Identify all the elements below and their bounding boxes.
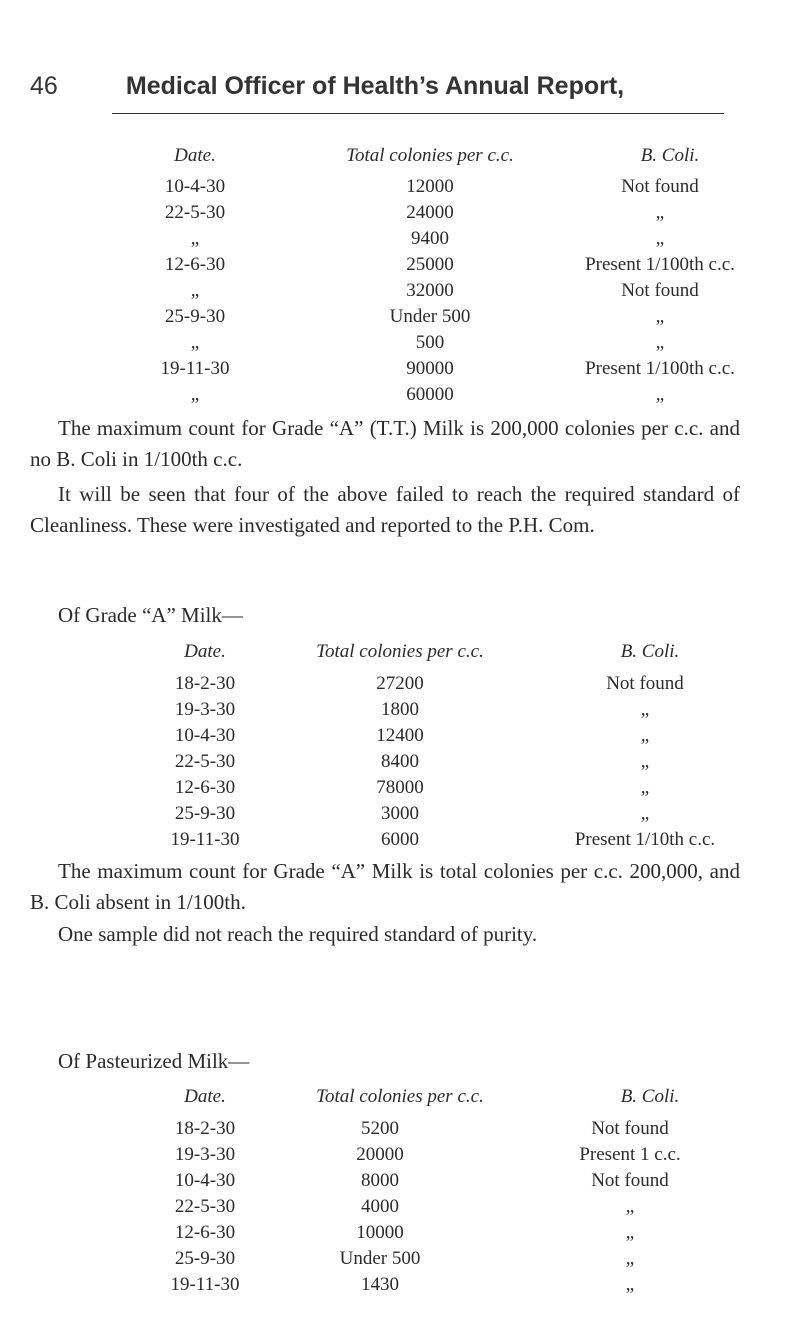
header-rule [112, 113, 724, 114]
cell-bcoli: Present 1/100th c.c. [585, 358, 735, 379]
cell-bcoli: „ [625, 1222, 635, 1243]
cell-date: 19-11-30 [170, 829, 240, 850]
cell-bcoli: „ [655, 332, 665, 353]
cell-bcoli: „ [625, 1248, 635, 1269]
cell-colonies: 4000 [361, 1196, 399, 1217]
cell-bcoli: Not found [621, 280, 699, 301]
cell-colonies: 500 [415, 332, 445, 353]
cell-date: 12-6-30 [164, 254, 226, 275]
cell-date: 10-4-30 [164, 176, 226, 197]
col-header-date: Date. [174, 145, 216, 166]
cell-bcoli: Not found [591, 1118, 669, 1139]
cell-bcoli: Not found [591, 1170, 669, 1191]
paragraph-tt-standard [30, 413, 740, 475]
cell-date: 12-6-30 [174, 1222, 236, 1243]
cell-date: 22-5-30 [174, 751, 236, 772]
cell-colonies: 60000 [406, 384, 454, 405]
col-header-bcoli: B. Coli. [620, 1086, 680, 1107]
paragraph-cleanliness [30, 479, 740, 541]
cell-colonies: 3000 [381, 803, 419, 824]
cell-colonies: 8400 [381, 751, 419, 772]
cell-date: 18-2-30 [174, 673, 236, 694]
cell-colonies: 12000 [406, 176, 454, 197]
cell-colonies: 90000 [406, 358, 454, 379]
cell-date: „ [190, 332, 200, 353]
cell-date: „ [190, 228, 200, 249]
cell-colonies: 20000 [356, 1144, 404, 1165]
cell-colonies: 12400 [376, 725, 424, 746]
col-header-colonies: Total colonies per c.c. [316, 641, 484, 662]
cell-bcoli: „ [625, 1196, 635, 1217]
cell-bcoli: „ [655, 228, 665, 249]
cell-bcoli: „ [640, 699, 650, 720]
page-header [30, 72, 720, 112]
cell-date: 25-9-30 [174, 1248, 236, 1269]
paragraph-text: The maximum count for Grade “A” (T.T.) Milk is 200,000 colonies per c.c. and no B. Coli in 1/100th c.c. [30, 416, 740, 471]
col-header-colonies: Total colonies per c.c. [346, 145, 514, 166]
cell-bcoli: „ [640, 777, 650, 798]
cell-date: 10-4-30 [174, 1170, 236, 1191]
col-header-bcoli: B. Coli. [620, 641, 680, 662]
cell-bcoli: Not found [621, 176, 699, 197]
cell-date: 25-9-30 [174, 803, 236, 824]
cell-bcoli: „ [655, 306, 665, 327]
cell-colonies: 5200 [361, 1118, 399, 1139]
cell-date: 19-3-30 [174, 1144, 236, 1165]
col-header-date: Date. [184, 641, 226, 662]
col-header-date: Date. [184, 1086, 226, 1107]
cell-bcoli: Not found [606, 673, 684, 694]
cell-colonies: 32000 [406, 280, 454, 301]
cell-bcoli: Present 1 c.c. [579, 1144, 681, 1165]
paragraph-text: It will be seen that four of the above failed to reach the required standard of Cleanliness. These were investigated and reported to the P.H. Com. [30, 482, 740, 537]
col-header-colonies: Total colonies per c.c. [316, 1086, 484, 1107]
col-header-bcoli: B. Coli. [640, 145, 700, 166]
cell-colonies: 10000 [356, 1222, 404, 1243]
cell-bcoli: „ [640, 725, 650, 746]
cell-bcoli: „ [655, 384, 665, 405]
section-heading-pasteurized: Of Pasteurized Milk— [58, 1049, 250, 1073]
cell-bcoli: „ [655, 202, 665, 223]
cell-date: 19-3-30 [174, 699, 236, 720]
cell-colonies: 24000 [406, 202, 454, 223]
cell-colonies: Under 500 [389, 306, 471, 327]
cell-bcoli: „ [640, 803, 650, 824]
paragraph-purity: One sample did not reach the required standard of purity. [58, 922, 538, 946]
paragraph-text: The maximum count for Grade “A” Milk is total colonies per c.c. 200,000, and B. Coli absent in 1/100th. [30, 859, 740, 914]
cell-date: 12-6-30 [174, 777, 236, 798]
cell-colonies: 9400 [411, 228, 449, 249]
page-number: 46 [30, 72, 58, 100]
cell-bcoli: Present 1/100th c.c. [585, 254, 735, 275]
cell-colonies: Under 500 [339, 1248, 421, 1269]
cell-colonies: 25000 [406, 254, 454, 275]
cell-colonies: 1800 [381, 699, 419, 720]
cell-date: „ [190, 280, 200, 301]
cell-date: „ [190, 384, 200, 405]
cell-bcoli: Present 1/10th c.c. [574, 829, 716, 850]
cell-date: 18-2-30 [174, 1118, 236, 1139]
cell-colonies: 1430 [361, 1274, 399, 1295]
cell-colonies: 6000 [381, 829, 419, 850]
cell-bcoli: „ [640, 751, 650, 772]
cell-colonies: 78000 [376, 777, 424, 798]
cell-colonies: 8000 [361, 1170, 399, 1191]
cell-date: 19-11-30 [160, 358, 230, 379]
cell-colonies: 27200 [376, 673, 424, 694]
cell-date: 25-9-30 [164, 306, 226, 327]
paragraph-grade-a-standard [30, 856, 740, 918]
cell-date: 19-11-30 [170, 1274, 240, 1295]
section-heading-grade-a: Of Grade “A” Milk— [58, 603, 243, 627]
cell-bcoli: „ [625, 1274, 635, 1295]
cell-date: 22-5-30 [174, 1196, 236, 1217]
page-title: Medical Officer of Health’s Annual Report, [125, 72, 625, 100]
cell-date: 22-5-30 [164, 202, 226, 223]
cell-date: 10-4-30 [174, 725, 236, 746]
